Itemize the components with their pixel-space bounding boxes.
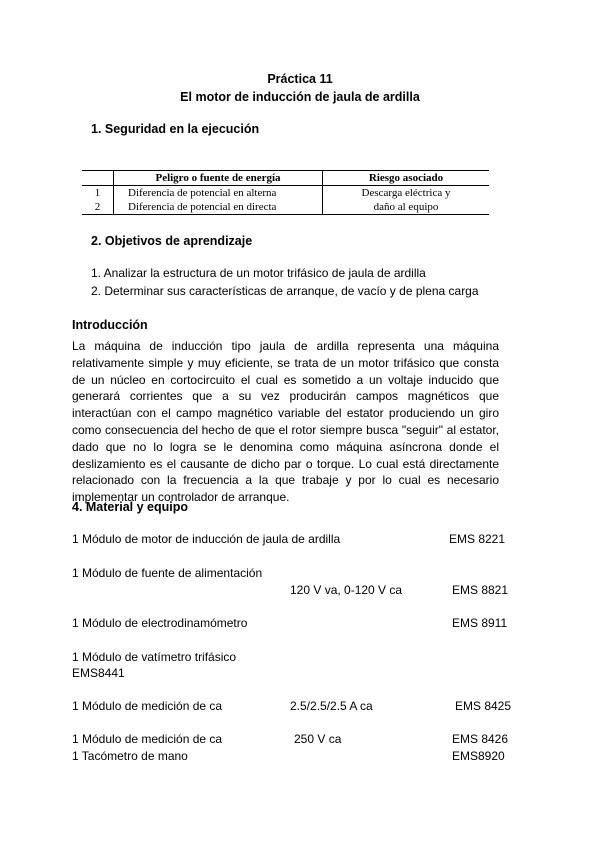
material-desc: 1 Módulo de fuente de alimentación	[72, 566, 263, 580]
table-header-row	[82, 171, 489, 186]
table-header-cell: Peligro o fuente de energía	[114, 171, 323, 186]
material-spec: 2.5/2.5/2.5 A ca	[290, 699, 373, 713]
material-desc: 1 Módulo de medición de ca	[72, 732, 223, 746]
table-cell-risk: Descarga eléctrica y	[361, 187, 451, 199]
material-desc: 1 Módulo de electrodinamómetro	[72, 616, 248, 630]
table-cell-num: 2	[82, 200, 114, 215]
table-header-cell: Riesgo asociado	[323, 171, 490, 186]
material-desc: 1 Módulo de motor de inducción de jaula de ardilla	[72, 532, 341, 546]
section-heading-materials: 4. Material y equipo	[72, 500, 189, 514]
material-code: EMS 8911	[452, 616, 508, 630]
section-heading-objectives: 2. Objetivos de aprendizaje	[91, 234, 253, 248]
material-code: EMS 8425	[455, 699, 512, 713]
risk-table	[82, 170, 489, 215]
table-cell-hazard: Diferencia de potencial en directa	[114, 200, 323, 215]
material-code: EMS8920	[452, 749, 505, 763]
table-row	[82, 186, 489, 201]
section-heading-safety: 1. Seguridad en la ejecución	[91, 122, 260, 136]
list-item: 1. Analizar la estructura de un motor trifásico de jaula de ardilla	[91, 266, 426, 280]
intro-paragraph: La máquina de inducción tipo jaula de ardilla representa una máquina relativamente simple y muy eficiente, se trata de un motor trifásico que consta de un núcleo en cortocircuito el cual es sometido a un voltaje inducido que generará corrientes que a su vez producirán campos magnéticos que interactúan con el campo magnético variable del estator produciendo un giro como consecuencia del hecho de que el rotor siempre busca "seguir" al estator, dado que no lo logra se le denomina como máquina asíncrona donde el deslizamiento es el causante de dicho par o torque. Lo cual está directamente relacionado con la frecuencia a la que trabaje y por lo cual es necesario implementar un controlador de arranque.	[72, 339, 499, 505]
table-row	[82, 200, 489, 215]
section-heading-intro: Introducción	[72, 318, 148, 332]
table-cell-hazard: Diferencia de potencial en alterna	[114, 186, 323, 201]
material-spec: 250 V ca	[294, 732, 342, 746]
material-code: EMS 8426	[452, 732, 509, 746]
page-title: Práctica 11	[267, 72, 333, 86]
material-desc: 1 Módulo de medición de ca	[72, 699, 223, 713]
material-code: EMS8441	[72, 666, 125, 680]
material-desc: 1 Módulo de vatímetro trifásico	[72, 650, 237, 664]
material-desc: 1 Tacómetro de mano	[72, 749, 188, 763]
material-code: EMS 8821	[452, 583, 509, 597]
table-cell-num: 1	[82, 186, 114, 201]
material-code: EMS 8221	[449, 532, 506, 546]
page-subtitle: El motor de inducción de jaula de ardilla	[180, 90, 420, 104]
table-header-cell	[82, 171, 114, 186]
material-spec: 120 V va, 0-120 V ca	[290, 583, 403, 597]
table-cell-risk: daño al equipo	[323, 200, 490, 215]
list-item: 2. Determinar sus características de arranque, de vacío y de plena carga	[91, 284, 479, 298]
